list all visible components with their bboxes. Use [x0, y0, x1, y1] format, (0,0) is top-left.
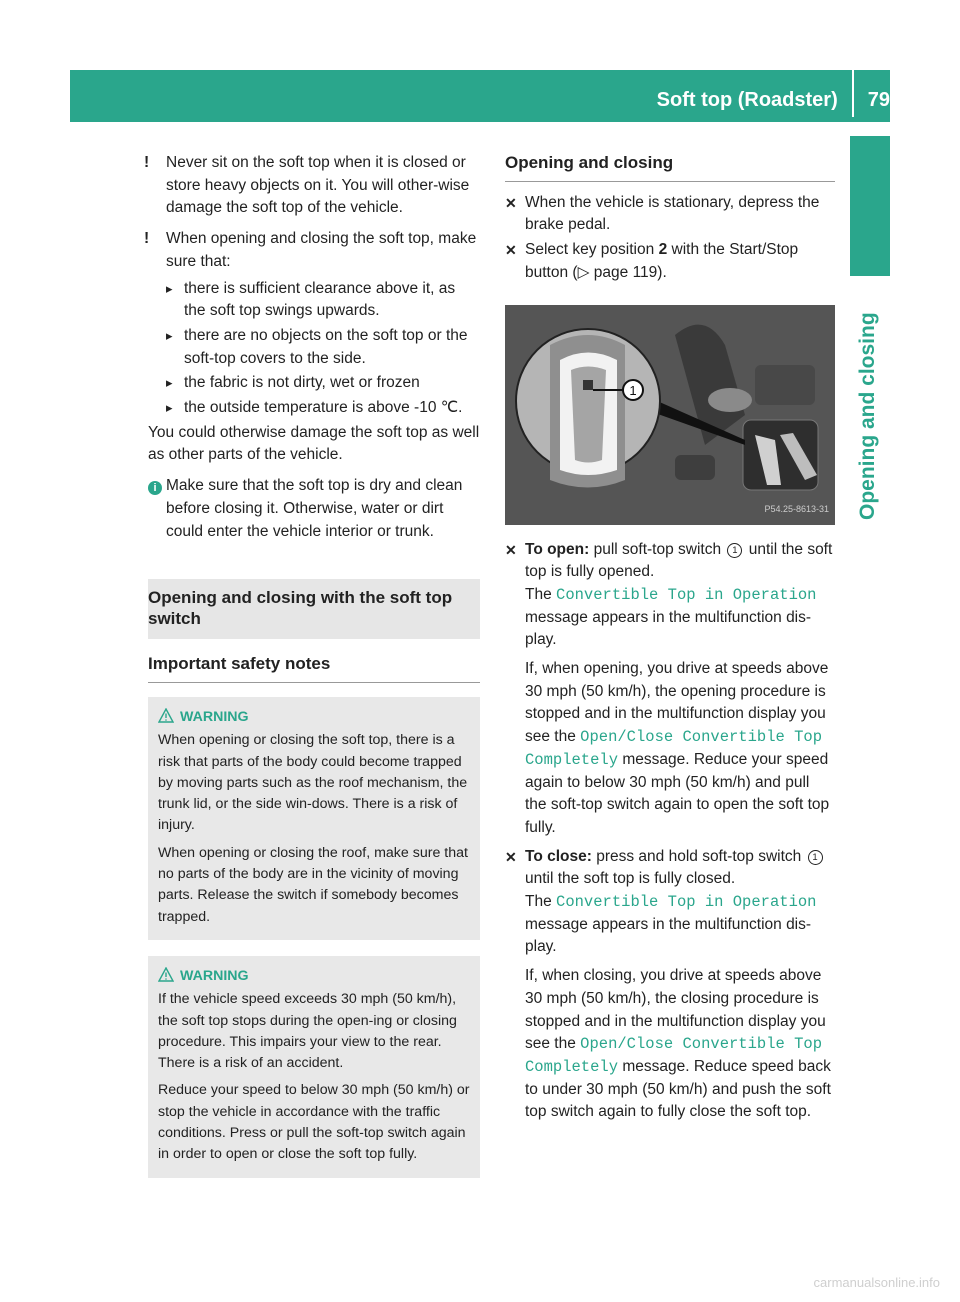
close-text-2: until the soft top is fully closed.: [525, 870, 736, 888]
section-title-text: Opening and closing with the soft top switch: [148, 588, 453, 629]
open-text-3: message appears in the multifunction dis-play.: [525, 608, 812, 649]
right-title: Opening and closing: [505, 152, 835, 182]
close-display-message-2: Open/Close Convertible Top Completely: [525, 1035, 823, 1076]
bullet-text: there is sufficient clearance above it, as the soft top swings upwards.: [184, 279, 456, 320]
open-display-message: Convertible Top in Operation: [556, 585, 817, 604]
caution-note-1-text: Never sit on the soft top when it is closed or store heavy objects on it. You will other-wise damage the soft top of the vehicle.: [166, 154, 470, 217]
bullet-text: the outside temperature is above -10 ℃.: [184, 399, 463, 417]
close-the: The: [525, 893, 552, 911]
header: [657, 86, 890, 114]
caution-note-2: [144, 228, 480, 273]
callout-1-icon: 1: [808, 850, 823, 865]
close-text-1: press and hold soft-top switch: [596, 847, 802, 865]
close-paragraph-2: [525, 965, 835, 1124]
step-2-text-b: with the Start/Stop button (: [525, 241, 799, 281]
header-separator: [852, 67, 854, 117]
step-2-key: 2: [658, 241, 668, 259]
instruction-x-icon: ✕: [505, 848, 517, 865]
warning-title-text: WARNING: [180, 967, 249, 984]
step-close: [505, 846, 835, 1124]
header-title: Soft top (Roadster): [656, 88, 838, 111]
bullet-item: [148, 325, 480, 370]
open-p2-a: If, when opening, you drive at speeds above 30 mph (50 km/h), the opening procedure is stopped and in the multifunction display you see the: [525, 660, 829, 746]
step-1-text: When the vehicle is stationary, depress the brake pedal.: [525, 193, 820, 234]
open-p2-b: message. Reduce your speed again to below 30 mph (50 km/h) and pull the soft-top switch again to open the soft top fully.: [525, 750, 830, 836]
bullet-item: [148, 372, 480, 395]
step-2-text-a: Select key position: [525, 241, 655, 259]
warning-title: [158, 966, 472, 987]
section-title: [148, 579, 480, 639]
close-p2-a: If, when closing, you drive at speeds above 30 mph (50 km/h), the closing procedure is stopped and in the multifunction display you see the: [525, 967, 826, 1053]
info-icon: i: [148, 481, 162, 495]
caution-note-2-outro: You could otherwise damage the soft top as well as other parts of the vehicle.: [148, 423, 480, 464]
soft-top-switch-photo: [505, 305, 835, 525]
exclamation-icon: !: [144, 154, 150, 171]
footer-watermark: carmanualsonline.info: [813, 1275, 940, 1290]
instruction-x-icon: ✕: [505, 194, 517, 211]
warning-2-p1: If the vehicle speed exceeds 30 mph (50 km/h), the soft top stops during the open-ing or closing procedure. This impairs your view to the rear. There is a risk of an accident.: [158, 991, 457, 1072]
caution-note-1: [144, 152, 480, 220]
bullet-text: there are no objects on the soft top or the soft-top covers to the side.: [184, 326, 468, 367]
switch-illustration-icon: [505, 305, 835, 525]
photo-caption: P54.25-8613-31: [764, 503, 829, 514]
warning-1-p2: When opening or closing the roof, make sure that no parts of the body are in the vicinity of moving parts. Release the switch if somebody becomes trapped.: [158, 844, 468, 925]
warning-1-p1: When opening or closing the soft top, there is a risk that parts of the body could become trapped by moving parts such as the roof mechanism, the trunk lid, or the side win-dows. There is a risk of injury.: [158, 732, 468, 834]
open-text-1: pull soft-top switch: [593, 540, 722, 558]
exclamation-icon: !: [144, 230, 150, 248]
info-note-text: Make sure that the soft top is dry and clean before closing it. Otherwise, water or dirt could enter the vehicle interior or trunk.: [166, 477, 463, 540]
warning-box-2: [148, 956, 480, 1178]
close-p2-b: message. Reduce speed back to under 30 mph (50 km/h) and push the soft top switch again to fully close the soft top.: [525, 1057, 831, 1121]
close-label: To close:: [525, 847, 592, 865]
warning-title: [158, 707, 472, 728]
instruction-x-icon: ✕: [505, 541, 517, 558]
warning-icon: [158, 966, 174, 987]
warning-2-p2: Reduce your speed to below 30 mph (50 km/h) or stop the vehicle in accordance with the traffic conditions. Press or pull the soft-top switch again in order to open or close the soft top fully.: [158, 1082, 470, 1163]
open-label: To open:: [525, 540, 590, 558]
warning-title-text: WARNING: [180, 708, 249, 725]
side-tab: [850, 136, 890, 276]
right-column: [505, 152, 835, 1124]
caution-note-2-intro: When opening and closing the soft top, make sure that:: [166, 230, 477, 270]
close-text-3: message appears in the multifunction dis-play.: [525, 915, 812, 956]
step-open: [505, 539, 835, 840]
step-2-page-ref[interactable]: page 119).: [593, 263, 667, 281]
page-ref-icon: ▷: [577, 263, 590, 281]
warning-icon: [158, 707, 174, 728]
left-column: [144, 152, 480, 1178]
info-note: [148, 475, 480, 543]
step-1: [505, 192, 835, 237]
callout-number: 1: [629, 382, 637, 398]
instruction-x-icon: ✕: [505, 242, 517, 259]
open-text-2: until the soft top is fully opened.: [525, 540, 833, 581]
bullet-text: the fabric is not dirty, wet or frozen: [184, 374, 420, 392]
open-display-message-2: Open/Close Convertible Top Completely: [525, 728, 823, 769]
callout-1-icon: 1: [727, 543, 742, 558]
close-display-message: Convertible Top in Operation: [556, 893, 817, 912]
subheading: Important safety notes: [148, 653, 480, 683]
warning-box-1: [148, 697, 480, 940]
open-the: The: [525, 585, 552, 603]
side-label-text: Opening and closing: [856, 312, 879, 520]
bullet-item: [148, 278, 480, 323]
page-number: 79: [867, 88, 890, 111]
step-2: [505, 239, 835, 284]
open-paragraph-2: [525, 658, 835, 840]
bullet-item: [148, 397, 480, 420]
